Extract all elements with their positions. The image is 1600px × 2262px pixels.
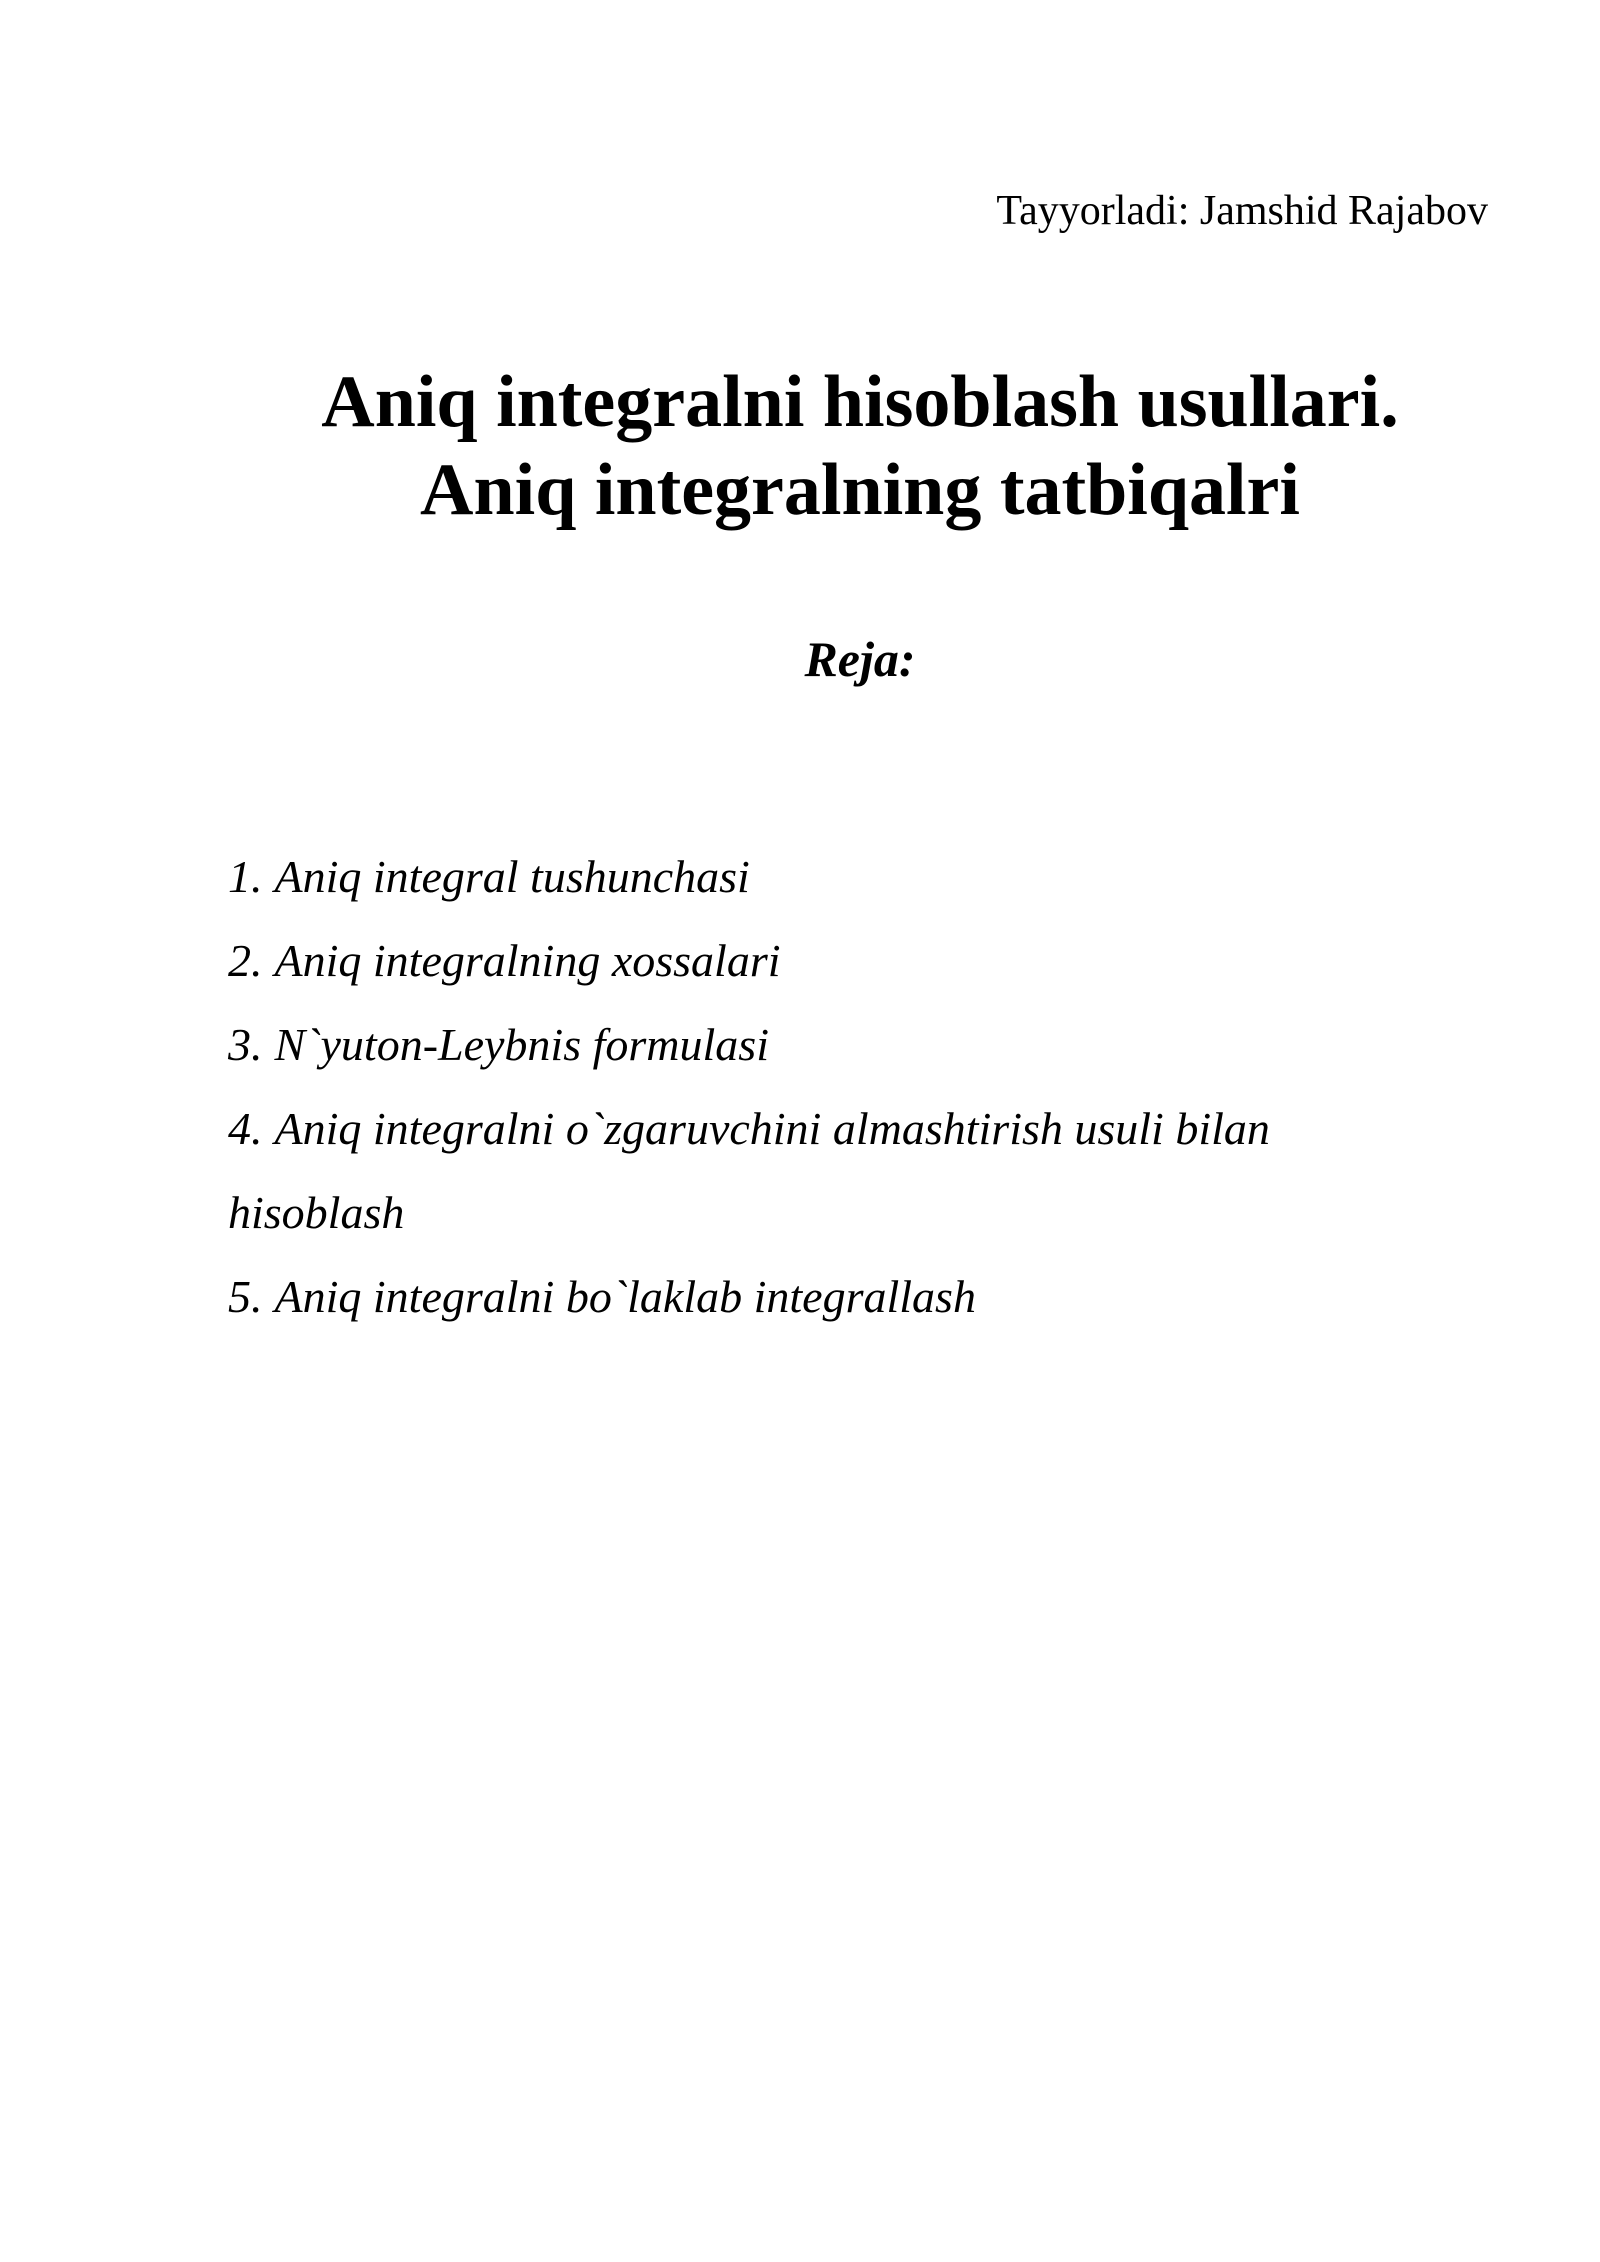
author-line: Tayyorladi: Jamshid Rajabov (996, 188, 1488, 234)
plan-heading: Reja: (804, 631, 916, 687)
plan-item-number: 5. (228, 1271, 263, 1322)
plan-item-number: 4. (228, 1103, 263, 1154)
document-title (180, 358, 1540, 534)
title-line-2: Aniq integralning tatbiqalri (420, 449, 1300, 531)
plan-item-4 (228, 1087, 1448, 1255)
plan-item-1 (228, 835, 1448, 919)
plan-item-5 (228, 1255, 1448, 1339)
title-line-1: Aniq integralni hisoblash usullari. (321, 361, 1399, 443)
plan-item-number: 2. (228, 935, 263, 986)
plan-item-text: Aniq integralni bo`laklab integrallash (274, 1271, 976, 1322)
plan-item-2 (228, 919, 1448, 1003)
plan-item-number: 1. (228, 851, 263, 902)
plan-list (228, 835, 1448, 1339)
plan-item-number: 3. (228, 1019, 263, 1070)
plan-item-continuation: hisoblash (228, 1187, 405, 1238)
plan-item-text: Aniq integral tushunchasi (274, 851, 750, 902)
plan-item-text: Aniq integralning xossalari (274, 935, 781, 986)
plan-item-text: N`yuton-Leybnis formulasi (274, 1019, 769, 1070)
plan-item-3 (228, 1003, 1448, 1087)
plan-item-text: Aniq integralni o`zgaruvchini almashtirish usuli bilan (274, 1103, 1270, 1154)
